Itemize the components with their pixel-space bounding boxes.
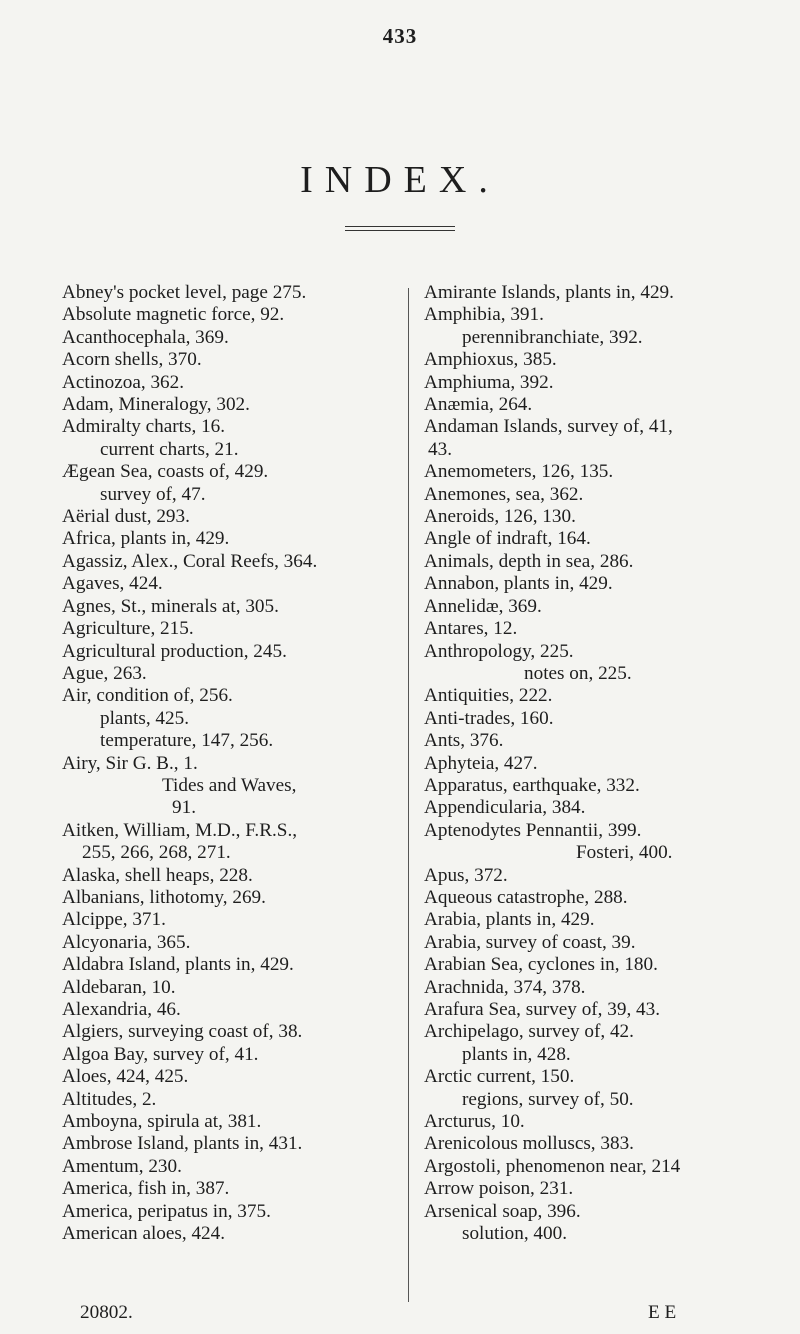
index-entry: Aloes, 424, 425. [62, 1066, 189, 1088]
index-entry: solution, 400. [462, 1223, 568, 1245]
index-entry: Amphibia, 391. [424, 304, 544, 326]
index-entry: Aqueous catastrophe, 288. [424, 886, 628, 908]
index-entry: Air, condition of, 256. [62, 685, 233, 707]
sheet-mark: E E [648, 1302, 677, 1323]
index-entry: Acorn shells, 370. [62, 349, 202, 371]
index-entry: Alexandria, 46. [62, 999, 181, 1020]
index-entry: Arrow poison, 231. [424, 1178, 574, 1200]
index-entry: Antares, 12. [424, 618, 518, 640]
index-entry: American aloes, 424. [62, 1223, 226, 1245]
index-entry: Arachnida, 374, 378. [424, 976, 586, 998]
index-entry: Actinozoa, 362. [62, 371, 185, 393]
index-entry: Anæmia, 264. [424, 394, 533, 416]
index-column-right [424, 282, 784, 1245]
index-entry: Apparatus, earthquake, 332. [424, 774, 640, 796]
index-entry: Arabia, plants in, 429. [424, 909, 595, 931]
index-entry: Acanthocephala, 369. [62, 326, 229, 348]
index-entry: Amphiuma, 392. [424, 371, 554, 393]
index-entry: survey of, 47. [100, 483, 206, 505]
index-entry: Arsenical soap, 396. [424, 1200, 581, 1222]
index-entry: Arctic current, 150. [424, 1066, 575, 1088]
index-entry: Apus, 372. [424, 864, 508, 886]
index-entry: Amboyna, spirula at, 381. [62, 1111, 262, 1133]
index-entry: Tides and Waves, [162, 774, 297, 796]
index-entry: Aptenodytes Pennantii, 399. [424, 819, 642, 841]
index-entry: Anthropology, 225. [424, 640, 574, 662]
index-entry: America, fish in, 387. [62, 1178, 230, 1200]
index-entry: Amphioxus, 385. [424, 349, 557, 371]
index-entry: Altitudes, 2. [62, 1088, 157, 1110]
title-rule [345, 226, 455, 231]
index-entry: Arabia, survey of coast, 39. [424, 931, 636, 953]
index-entry: 255, 266, 268, 271. [82, 842, 231, 864]
index-entry: Ægean Sea, coasts of, 429. [62, 461, 269, 483]
index-entry: Aphyteia, 427. [424, 752, 538, 774]
index-entry: Admiralty charts, 16. [62, 416, 226, 438]
index-entry: Absolute magnetic force, 92. [62, 304, 285, 326]
index-entry: Adam, Mineralogy, 302. [62, 394, 250, 416]
index-entry: temperature, 147, 256. [100, 730, 274, 752]
index-entry: Angle of indraft, 164. [424, 528, 591, 550]
index-entry: current charts, 21. [100, 438, 239, 460]
index-entry: Argostoli, phenomenon near, 214 [424, 1155, 681, 1177]
index-column-left [62, 282, 398, 1245]
index-entry: Africa, plants in, 429. [62, 528, 230, 550]
index-entry: Andaman Islands, survey of, 41, [424, 416, 673, 438]
index-entry: Amirante Islands, plants in, 429. [424, 282, 674, 303]
index-entry: Agriculture, 215. [62, 618, 194, 640]
index-entry: Airy, Sir G. B., 1. [62, 752, 198, 774]
index-entry: Appendicularia, 384. [424, 797, 586, 819]
index-entry: Fosteri, 400. [576, 842, 673, 864]
page-number: 433 [382, 24, 418, 48]
index-entry: notes on, 225. [524, 662, 632, 684]
index-entry: Archipelago, survey of, 42. [424, 1021, 634, 1043]
index-entry: Alcyonaria, 365. [62, 931, 191, 953]
index-entry: plants in, 428. [462, 1043, 571, 1065]
index-entry: Algoa Bay, survey of, 41. [62, 1043, 259, 1065]
index-entry: Anemometers, 126, 135. [424, 461, 614, 483]
index-entry: Anti-trades, 160. [424, 707, 554, 729]
index-entry: Animals, depth in sea, 286. [424, 550, 634, 572]
index-entry: Aitken, William, M.D., F.R.S., [62, 819, 298, 841]
index-entry: Alaska, shell heaps, 228. [62, 864, 253, 886]
index-entry: Agaves, 424. [62, 573, 163, 595]
index-entry: America, peripatus in, 375. [62, 1200, 271, 1222]
index-entry: Abney's pocket level, page 275. [62, 282, 307, 303]
index-entry: perennibranchiate, 392. [462, 326, 643, 348]
printer-signature: 20802. [80, 1302, 133, 1323]
index-entry: Annabon, plants in, 429. [424, 573, 613, 595]
index-entry: Agassiz, Alex., Coral Reefs, 364. [62, 550, 318, 572]
index-entry: Arafura Sea, survey of, 39, 43. [424, 999, 661, 1020]
index-entry: Amentum, 230. [62, 1155, 182, 1177]
column-divider [408, 288, 409, 1302]
index-entry: 43. [428, 438, 452, 460]
index-entry: Alcippe, 371. [62, 909, 166, 931]
index-entry: Aneroids, 126, 130. [424, 506, 576, 528]
index-entry: Arenicolous molluscs, 383. [424, 1133, 634, 1155]
index-entry: Ants, 376. [424, 730, 504, 752]
index-entry: plants, 425. [100, 707, 190, 729]
index-entry: 91. [172, 797, 196, 819]
index-entry: Anemones, sea, 362. [424, 483, 584, 505]
index-entry: Arabian Sea, cyclones in, 180. [424, 954, 658, 976]
index-entry: Agricultural production, 245. [62, 640, 287, 662]
index-entry: Aërial dust, 293. [62, 506, 190, 528]
index-entry: Aldabra Island, plants in, 429. [62, 954, 294, 976]
index-entry: Ague, 263. [62, 662, 147, 684]
index-entry: Antiquities, 222. [424, 685, 553, 707]
index-title: INDEX. [300, 159, 500, 201]
index-entry: Albanians, lithotomy, 269. [62, 886, 266, 908]
index-entry: Algiers, surveying coast of, 38. [62, 1021, 303, 1043]
index-entry: Agnes, St., minerals at, 305. [62, 595, 279, 617]
index-entry: Annelidæ, 369. [424, 595, 542, 617]
index-entry: Arcturus, 10. [424, 1111, 525, 1133]
index-entry: regions, survey of, 50. [462, 1088, 634, 1110]
index-entry: Aldebaran, 10. [62, 976, 176, 998]
index-entry: Ambrose Island, plants in, 431. [62, 1133, 303, 1155]
